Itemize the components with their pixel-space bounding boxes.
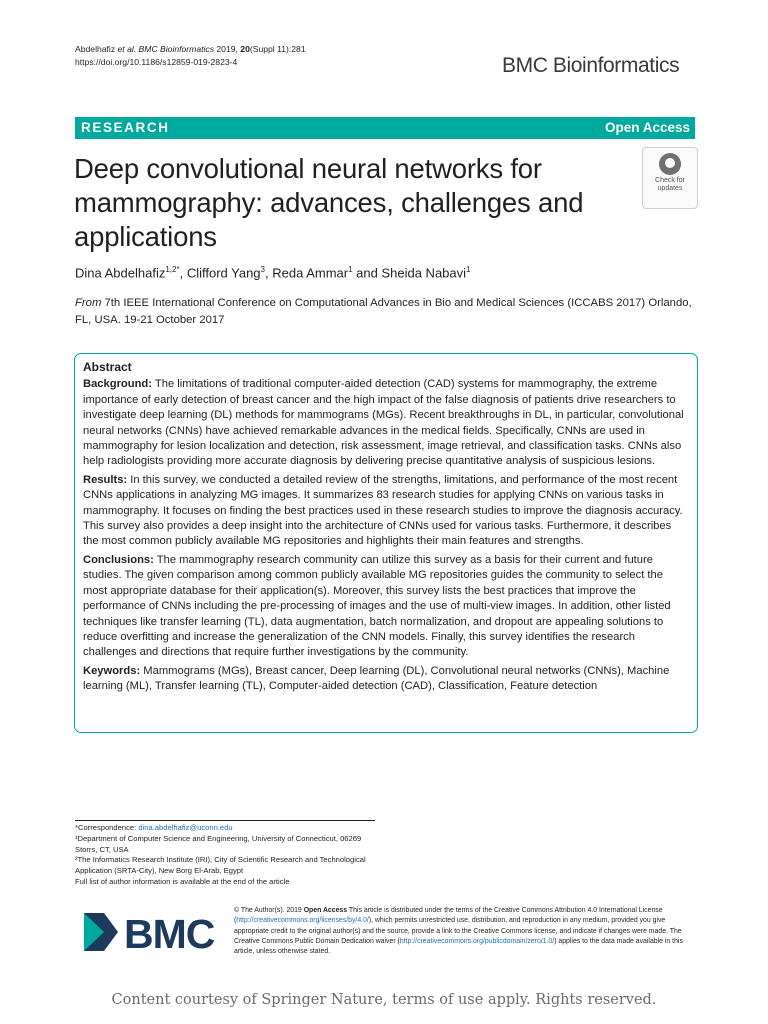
open-access-label: Open Access — [604, 120, 690, 135]
author-4-affil: 1 — [466, 265, 471, 274]
citation-authors: Abdelhafiz — [75, 44, 118, 54]
author-2-affil: 3 — [260, 265, 265, 274]
license-text — [234, 906, 696, 957]
abstract-results — [83, 473, 689, 550]
license-part-4: ) applies to the data made available in this article, unless otherwise stated. — [234, 937, 683, 956]
affiliation-1: ¹Department of Computer Science and Engineering, University of Connecticut, 06269 Storrs, CT, USA — [75, 833, 362, 854]
author-3: Reda Ammar — [272, 265, 349, 281]
section-banner — [75, 117, 695, 139]
affiliation-2: ²The Informatics Research Institute (IRI), City of Scientific Research and Technological Application (SRTA-City), New Borg El-Arab, Egypt — [75, 855, 366, 876]
author-sep: , — [264, 265, 273, 281]
from-text: 7th IEEE International Conference on Computational Advances in Bio and Medical Sciences (ICCABS 2017) Orlando, FL, USA. 19-21 October 2017 — [75, 297, 692, 326]
license-link-by[interactable]: http://creativecommons.org/licenses/by/4.0/ — [236, 917, 369, 925]
crossmark-icon — [659, 153, 681, 175]
keywords-label: Keywords: — [83, 664, 141, 677]
author-sep: , — [179, 265, 187, 281]
author-4: Sheida Nabavi — [381, 265, 467, 281]
bmc-logo-mark-icon — [84, 913, 118, 951]
abstract-conclusions — [83, 553, 689, 661]
abstract-heading: Abstract — [83, 360, 132, 374]
badge-line-2: updates — [657, 185, 683, 192]
results-label: Results: — [83, 473, 128, 486]
correspondence-label: *Correspondence: — [75, 823, 139, 832]
abstract-box — [74, 353, 698, 733]
citation-issue: (Suppl 11):281 — [249, 44, 306, 54]
citation-line — [75, 43, 306, 56]
doi-link[interactable]: https://doi.org/10.1186/s12859-019-2823-4 — [75, 57, 238, 67]
author-2: Clifford Yang — [186, 265, 261, 281]
abstract-keywords — [83, 664, 689, 695]
results-text: In this survey, we conducted a detailed review of the strengths, limitations, and performance of the most recent CNNs applications in analyzing MG images. It summarizes 83 research studies for applying CNNs on various tasks in mammography. It focuses on finding the best practices used in these research studies to improve the diagnosis accuracy. This survey also provides a deep insight into the architecture of CNNs used for various tasks. Furthermore, it describes the most common publicly available MG repositories and highlights their main features and strengths. — [83, 473, 683, 548]
citation-journal: et al. BMC Bioinformatics — [117, 44, 215, 54]
abstract-background — [83, 377, 689, 469]
footnote-divider — [75, 820, 375, 821]
keywords-text: Mammograms (MGs), Breast cancer, Deep learning (DL), Convolutional neural networks (CNNs), Machine learning (ML), Transfer learning (TL), Computer-aided detection (CAD), Classification, Feature detection — [83, 664, 670, 693]
journal-name: BMC Bioinformatics — [502, 54, 680, 77]
correspondence — [75, 823, 375, 834]
author-1-affil: 1,2* — [165, 265, 180, 274]
bmc-logo-text: BMC — [124, 911, 215, 957]
author-list — [75, 265, 470, 280]
full-author-info-note: Full list of author information is available at the end of the article — [75, 876, 290, 886]
bmc-logo — [84, 909, 224, 959]
background-label: Background: — [83, 378, 152, 391]
author-sep: and — [352, 265, 382, 281]
license-link-zero[interactable]: http://creativecommons.org/publicdomain/zero/1.0/ — [399, 937, 555, 945]
badge-line-1: Check for — [655, 177, 685, 184]
section-label: RESEARCH — [81, 120, 170, 135]
citation-year: 2019, — [214, 44, 241, 54]
content-courtesy-note: Content courtesy of Springer Nature, terms of use apply. Rights reserved. — [111, 992, 657, 1008]
check-for-updates-badge[interactable] — [642, 147, 698, 209]
author-3-affil: 1 — [348, 265, 353, 274]
citation-volume: 20 — [240, 44, 250, 54]
license-part-3: ), which permits unrestricted use, distribution, and reproduction in any medium, provided you give appropriate credit to the original author(s) and the source, provide a link to the Creative Commons license, and indicate if changes were made. The Creative Commons Public Domain Dedication waiver ( — [234, 917, 682, 945]
license-part-2: This article is distributed under the terms of the Creative Commons Attribution 4.0 International License ( — [234, 907, 663, 925]
conclusions-text: The mammography research community can utilize this survey as a basis for their current and future studies. The given comparison among common publicly available MG repositories guides the community to select the most appropriate database for their application(s). Moreover, this survey lists the best practices that improve the performance of CNNs including the pre-processing of images and the use of multi-view images. In addition, other listed techniques like transfer learning (TL), data augmentation, batch normalization, and dropout are appealing solutions to reduce overfitting and increase the generalization of the CNN models. Finally, this survey identifies the research challenges and directions that require further investigations by the community. — [83, 553, 671, 659]
background-text: The limitations of traditional computer-aided detection (CAD) systems for mammography, the extreme importance of early detection of breast cancer and the high impact of the false diagnosis of patients drive researchers to investigate deep learning (DL) methods for mammograms (MGs). Recent breakthroughs in DL, in particular, convolutional neural networks (CNNs) have achieved remarkable advances in the medical fields. Specifically, CNNs are used in mammography for lesion localization and detection, risk assessment, image retrieval, and classification tasks. CNNs also help radiologists providing more accurate diagnosis by delivering precise quantitative analysis of suspicious lesions. — [83, 378, 684, 468]
license-open-access: Open Access — [303, 907, 348, 914]
license-part-1: © The Author(s). 2019 — [234, 907, 304, 914]
conclusions-label: Conclusions: — [83, 553, 154, 566]
correspondence-email[interactable]: dina.abdelhafiz@uconn.edu — [138, 823, 233, 832]
author-1: Dina Abdelhafiz — [75, 265, 166, 281]
conference-info — [75, 295, 695, 329]
from-label: From — [75, 297, 102, 309]
citation-header — [75, 43, 306, 69]
footnotes — [75, 823, 375, 888]
article-title: Deep convolutional neural networks for mammography: advances, challenges and applications — [74, 153, 584, 252]
